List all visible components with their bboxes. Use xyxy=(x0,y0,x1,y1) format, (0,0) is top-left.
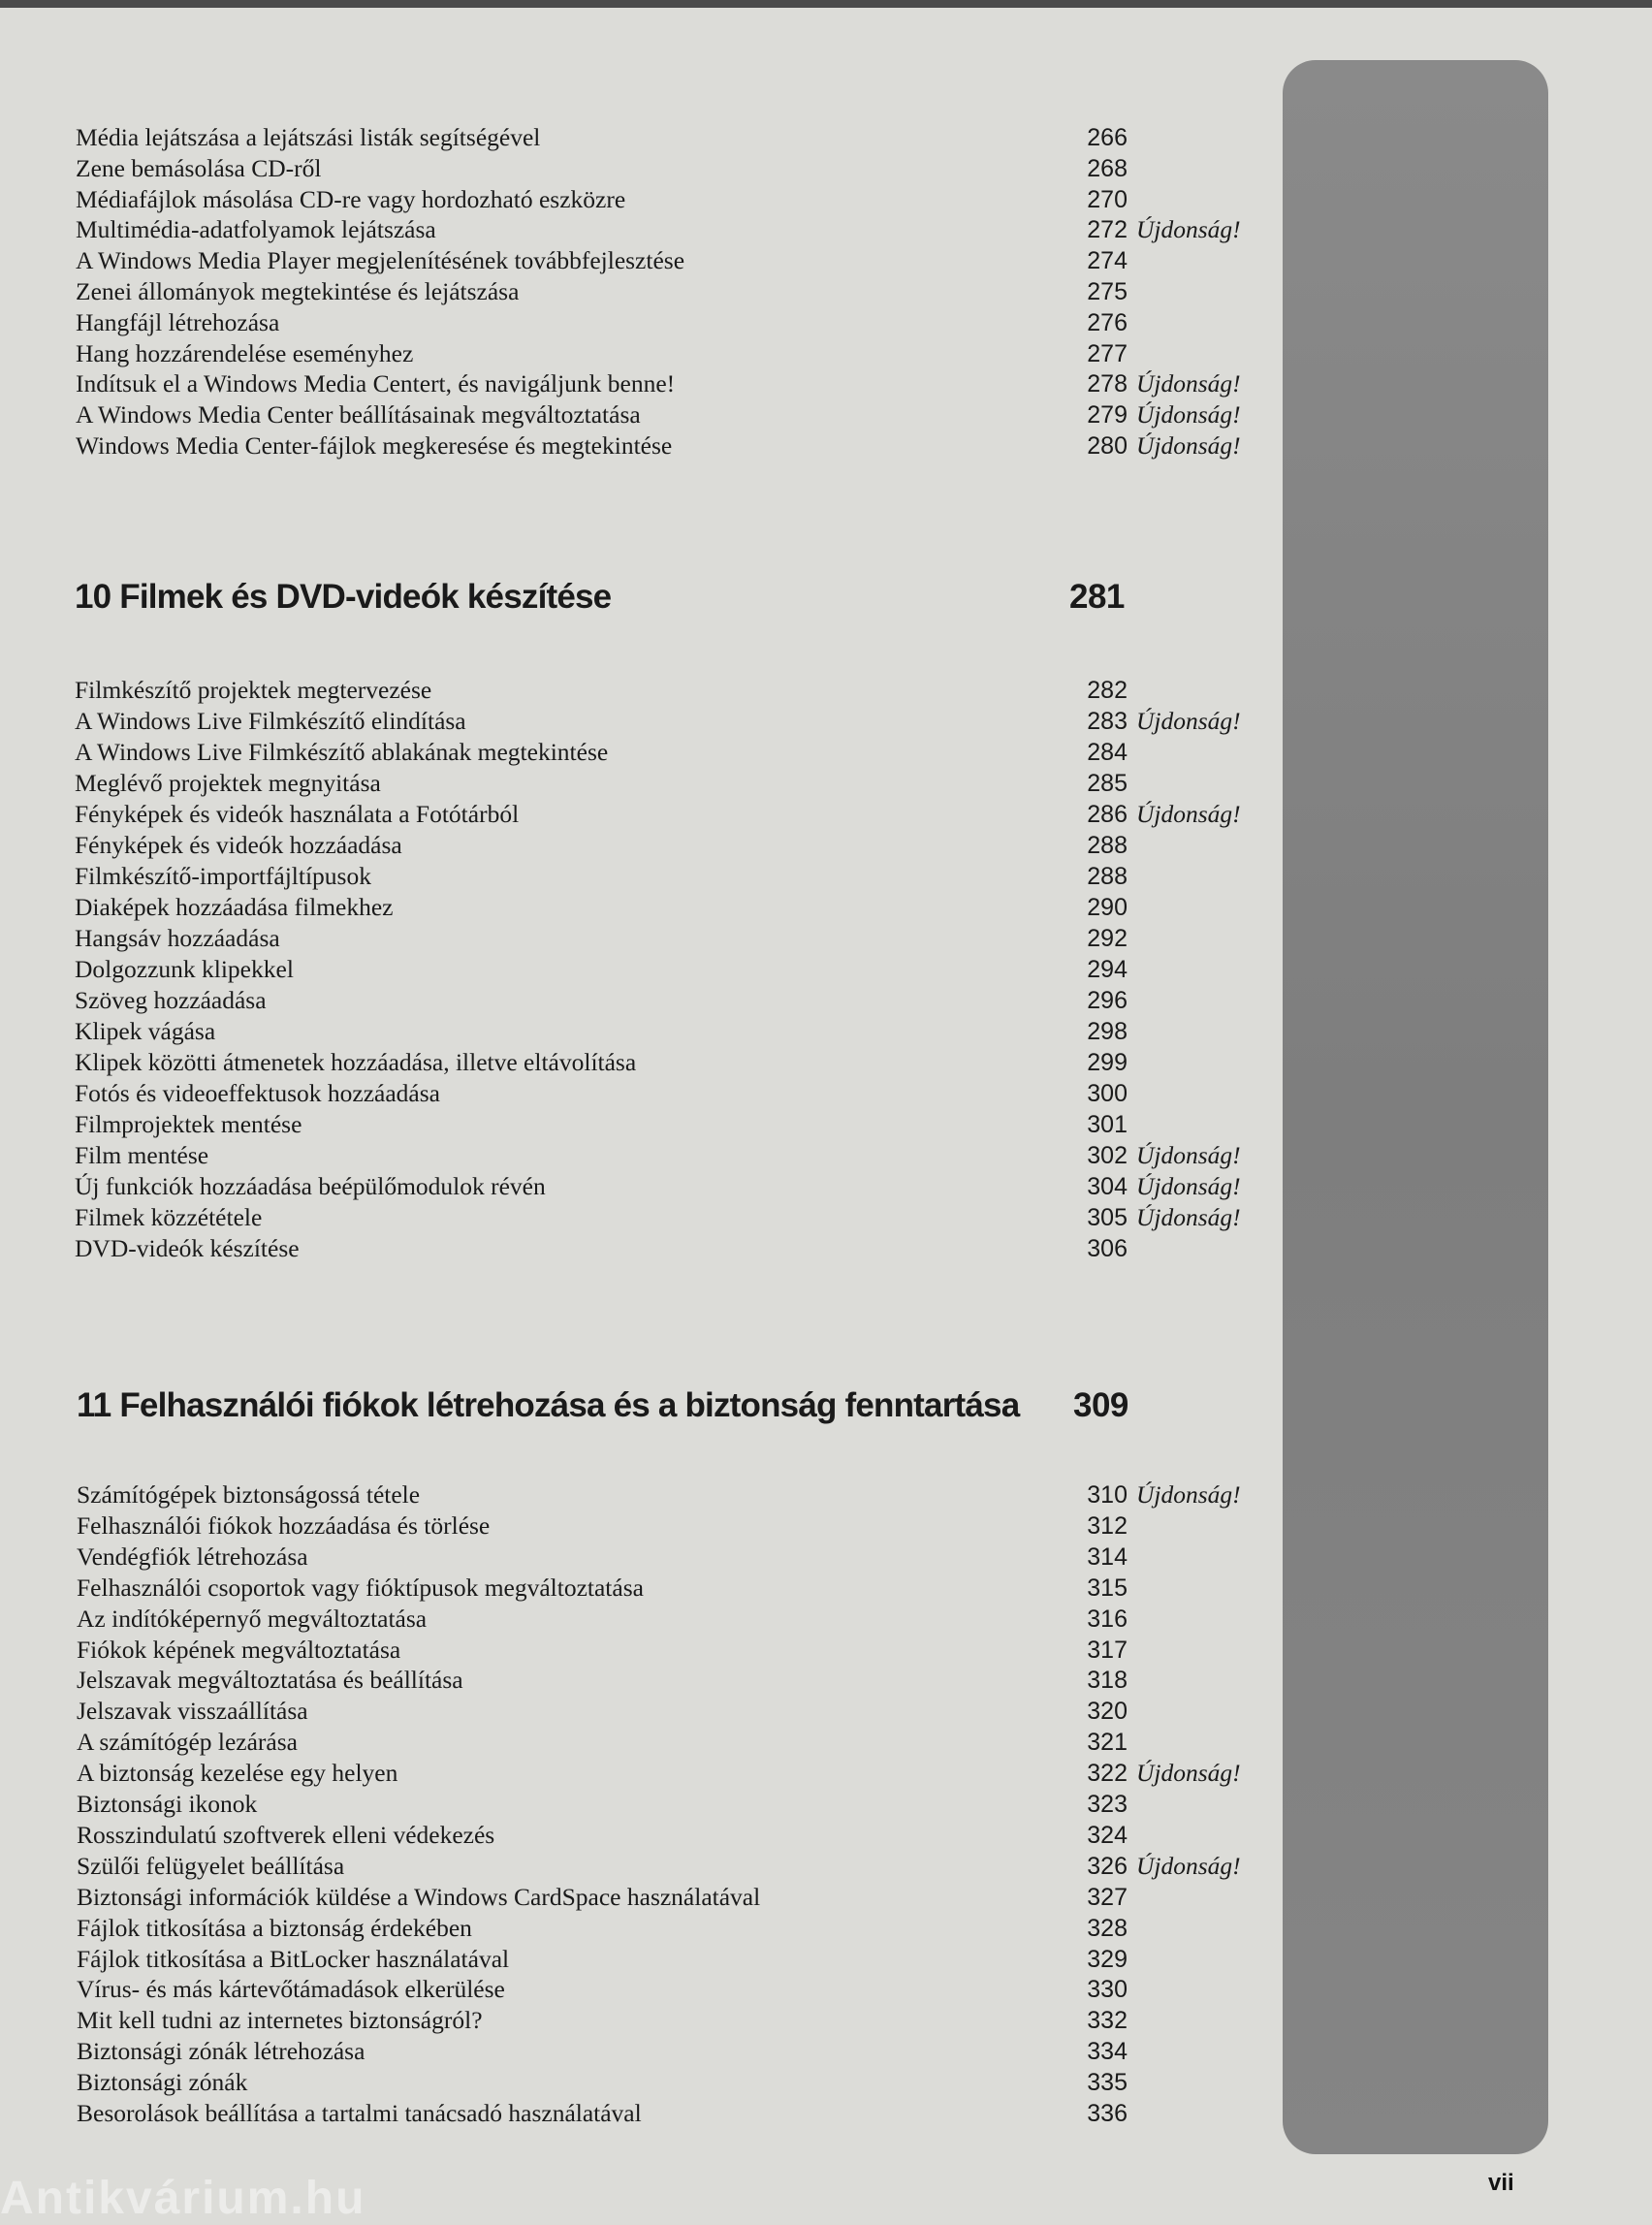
chapter-title: 11 Felhasználói fiókok létrehozása és a biztonság fenntartása xyxy=(77,1386,1020,1424)
toc-entry-title: Klipek vágása xyxy=(75,1017,216,1045)
toc-entry-title: Biztonsági információk küldése a Windows CardSpace használatával xyxy=(77,1882,761,1911)
toc-entry xyxy=(75,985,1260,1016)
toc-entry-title: Hang hozzárendelése eseményhez xyxy=(76,338,414,367)
toc-entry-title: DVD-videók készítése xyxy=(75,1234,300,1262)
toc-entry-title: Felhasználói fiókok hozzáadása és törlése xyxy=(77,1510,491,1540)
toc-entry-page: 326 xyxy=(1087,1852,1128,1880)
new-badge: Újdonság! xyxy=(1136,1172,1241,1200)
new-badge: Újdonság! xyxy=(1136,400,1241,429)
toc-entry xyxy=(75,1140,1260,1171)
toc-entry-page: 272 xyxy=(1087,216,1128,244)
page-top-edge xyxy=(0,0,1652,8)
toc-entry-page: 327 xyxy=(1087,1883,1128,1911)
watermark: Antikvárium.hu xyxy=(0,2173,366,2224)
toc-entry-title: Zenei állományok megtekintése és lejátszása xyxy=(76,277,520,305)
toc-entry-page: 315 xyxy=(1087,1573,1128,1602)
toc-entry-page: 278 xyxy=(1087,370,1128,398)
toc-entry-title: Filmek közzététele xyxy=(75,1203,263,1231)
toc-entry-title: Vendégfiók létrehozása xyxy=(77,1542,308,1571)
toc-entry xyxy=(77,1510,1260,1542)
toc-entry-title: Biztonsági ikonok xyxy=(77,1790,258,1818)
toc-entry-page: 288 xyxy=(1087,832,1128,859)
toc-entry-title: Film mentése xyxy=(75,1141,209,1169)
toc-entry-page: 268 xyxy=(1087,154,1128,182)
new-badge: Újdonság! xyxy=(1136,1480,1241,1509)
toc-entry xyxy=(77,1635,1260,1666)
toc-entry-page: 317 xyxy=(1087,1636,1128,1664)
toc-entry-page: 329 xyxy=(1087,1945,1128,1973)
toc-entry-page: 296 xyxy=(1087,987,1128,1014)
toc-entry-title: A Windows Live Filmkészítő ablakának megtekintése xyxy=(75,738,609,766)
toc-entry-page: 286 xyxy=(1087,801,1128,828)
toc-entry xyxy=(76,245,1260,276)
toc-entry-page: 318 xyxy=(1087,1667,1128,1695)
toc-entry-page: 330 xyxy=(1087,1976,1128,2004)
toc-entry-title: Fájlok titkosítása a BitLocker használatával xyxy=(77,1944,510,1973)
toc-entry xyxy=(75,1047,1260,1078)
new-badge: Újdonság! xyxy=(1136,1141,1241,1169)
toc-entry-title: Dolgozzunk klipekkel xyxy=(75,955,294,983)
toc-entry-title: Filmkészítő projektek megtervezése xyxy=(75,676,432,704)
toc-entry xyxy=(75,1016,1260,1047)
toc-entry xyxy=(75,675,1260,706)
toc-entry-title: Fájlok titkosítása a biztonság érdekében xyxy=(77,1913,472,1942)
toc-entry-title: Fényképek és videók használata a Fotótárból xyxy=(75,800,520,828)
toc-entry-page: 277 xyxy=(1087,339,1128,367)
toc-entry xyxy=(75,1202,1260,1233)
toc-entry-title: A Windows Media Center beállításainak megváltoztatása xyxy=(76,400,641,429)
toc-entry-title: Diaképek hozzáadása filmekhez xyxy=(75,893,394,921)
toc-entry xyxy=(77,1789,1260,1820)
toc-entry-title: Médiafájlok másolása CD-re vagy hordozható eszközre xyxy=(76,184,626,213)
toc-entry xyxy=(77,1758,1260,1789)
toc-entry-page: 312 xyxy=(1087,1511,1128,1540)
toc-entry-title: Besorolások beállítása a tartalmi tanácsadó használatával xyxy=(77,2099,642,2127)
page-number: vii xyxy=(1488,2170,1514,2196)
toc-entry-page: 302 xyxy=(1087,1142,1128,1169)
toc-entry xyxy=(76,153,1260,184)
toc-entry-title: Felhasználói csoportok vagy fióktípusok megváltoztatása xyxy=(77,1573,644,1602)
toc-entry-title: Jelszavak visszaállítása xyxy=(77,1697,308,1726)
toc-entry xyxy=(77,1913,1260,1944)
toc-entry xyxy=(76,307,1260,338)
toc-entry-page: 285 xyxy=(1087,770,1128,797)
toc-entry xyxy=(77,1820,1260,1851)
toc-entry-page: 282 xyxy=(1087,677,1128,704)
toc-entry-page: 320 xyxy=(1087,1698,1128,1726)
toc-entry xyxy=(75,954,1260,985)
toc-entry xyxy=(75,1171,1260,1202)
toc-entry-title: Multimédia-adatfolyamok lejátszása xyxy=(76,215,436,244)
toc-entry-title: Filmkészítő-importfájltípusok xyxy=(75,862,371,890)
new-badge: Újdonság! xyxy=(1136,707,1241,735)
new-badge: Újdonság! xyxy=(1136,1759,1241,1788)
toc-entry-title: Fiókok képének megváltoztatása xyxy=(77,1635,401,1664)
toc-entry xyxy=(77,1604,1260,1635)
toc-entry-page: 299 xyxy=(1087,1049,1128,1076)
toc-entry xyxy=(76,276,1260,307)
toc-entry xyxy=(77,1696,1260,1727)
toc-entry xyxy=(77,1665,1260,1696)
toc-entry-page: 266 xyxy=(1087,124,1128,151)
toc-entry-page: 274 xyxy=(1087,247,1128,275)
new-badge: Újdonság! xyxy=(1136,800,1241,828)
toc-entry-page: 279 xyxy=(1087,401,1128,429)
toc-entry-title: Jelszavak megváltoztatása és beállítása xyxy=(77,1666,463,1695)
toc-entry-page: 284 xyxy=(1087,739,1128,766)
toc-entry-title: Fényképek és videók hozzáadása xyxy=(75,831,402,859)
toc-entry xyxy=(75,1109,1260,1140)
toc-entry xyxy=(77,1974,1260,2005)
toc-entry-page: 292 xyxy=(1087,925,1128,952)
toc-entry xyxy=(76,338,1260,369)
toc-entry xyxy=(75,892,1260,923)
toc-entry xyxy=(75,1078,1260,1109)
toc-entry-title: Vírus- és más kártevőtámadások elkerülése xyxy=(77,1975,505,2004)
toc-entry-page: 280 xyxy=(1087,432,1128,460)
chapter-page-number: 309 xyxy=(1073,1386,1128,1424)
toc-entry xyxy=(75,706,1260,737)
toc-entry-title: Meglévő projektek megnyitása xyxy=(75,769,381,797)
toc-entry-page: 298 xyxy=(1087,1018,1128,1045)
toc-entry-title: A Windows Media Player megjelenítésének továbbfejlesztése xyxy=(76,246,685,275)
toc-entry-page: 301 xyxy=(1087,1111,1128,1138)
toc-entry xyxy=(77,1573,1260,1604)
toc-entry xyxy=(75,923,1260,954)
toc-entry-title: Zene bemásolása CD-ről xyxy=(76,153,322,182)
toc-entry-page: 290 xyxy=(1087,894,1128,921)
toc-entry xyxy=(77,1479,1260,1510)
toc-entry xyxy=(76,184,1260,215)
toc-entry-page: 316 xyxy=(1087,1605,1128,1633)
toc-entry xyxy=(76,399,1260,430)
toc-entry xyxy=(77,2067,1260,2098)
toc-entry-title: A számítógép lezárása xyxy=(77,1728,298,1757)
new-badge: Újdonság! xyxy=(1136,431,1241,460)
toc-entry xyxy=(75,799,1260,830)
toc-entry-title: Filmprojektek mentése xyxy=(75,1110,302,1138)
chapter-page-number: 281 xyxy=(1069,578,1125,616)
toc-entry-page: 276 xyxy=(1087,308,1128,336)
toc-entry-page: 321 xyxy=(1087,1729,1128,1757)
toc-entry xyxy=(77,1851,1260,1882)
toc-entry xyxy=(76,368,1260,399)
toc-entry-page: 300 xyxy=(1087,1080,1128,1107)
toc-entry-page: 335 xyxy=(1087,2069,1128,2097)
toc-entry xyxy=(76,214,1260,245)
toc-entry-title: Hangsáv hozzáadása xyxy=(75,924,280,952)
toc-entry xyxy=(77,2098,1260,2129)
toc-entry-title: Az indítóképernyő megváltoztatása xyxy=(77,1604,428,1633)
toc-entry xyxy=(77,1882,1260,1913)
toc-entry-page: 288 xyxy=(1087,863,1128,890)
toc-entry-page: 270 xyxy=(1087,185,1128,213)
toc-entry xyxy=(77,1727,1260,1758)
toc-entry-title: Média lejátszása a lejátszási listák segítségével xyxy=(76,123,541,151)
chapter-title: 10 Filmek és DVD-videók készítése xyxy=(75,578,612,616)
toc-entry-title: Számítógépek biztonságossá tétele xyxy=(77,1480,421,1509)
toc-entry-page: 314 xyxy=(1087,1542,1128,1571)
toc-entry xyxy=(77,1944,1260,1975)
toc-entry-title: Indítsuk el a Windows Media Centert, és navigáljunk benne! xyxy=(76,369,676,398)
toc-entry-page: 306 xyxy=(1087,1235,1128,1262)
toc-entry-page: 324 xyxy=(1087,1821,1128,1849)
toc-entry-page: 294 xyxy=(1087,956,1128,983)
toc-entry-page: 323 xyxy=(1087,1791,1128,1818)
new-badge: Újdonság! xyxy=(1136,1851,1241,1880)
toc-entry-page: 336 xyxy=(1087,2100,1128,2127)
toc-entry-page: 304 xyxy=(1087,1173,1128,1200)
toc-entry-title: Biztonsági zónák létrehozása xyxy=(77,2037,365,2066)
toc-entry xyxy=(75,1233,1260,1264)
toc-entry-title: Hangfájl létrehozása xyxy=(76,307,280,336)
toc-entry xyxy=(75,768,1260,799)
toc-entry-title: Mit kell tudni az internetes biztonságról? xyxy=(77,2006,483,2035)
toc-entry xyxy=(76,122,1260,153)
toc-entry xyxy=(75,737,1260,768)
toc-entry-page: 328 xyxy=(1087,1914,1128,1942)
toc-entry-page: 275 xyxy=(1087,278,1128,305)
new-badge: Újdonság! xyxy=(1136,215,1241,244)
chapter-side-tab xyxy=(1283,60,1548,2154)
toc-entry-title: Biztonsági zónák xyxy=(77,2068,248,2097)
toc-entry-title: Szöveg hozzáadása xyxy=(75,986,267,1014)
toc-entry-title: Rosszindulatú szoftverek elleni védekezés xyxy=(77,1820,495,1849)
toc-entry-page: 322 xyxy=(1087,1760,1128,1788)
toc-entry xyxy=(77,1542,1260,1573)
toc-entry-page: 334 xyxy=(1087,2038,1128,2066)
toc-entry-page: 310 xyxy=(1087,1481,1128,1509)
toc-entry-title: Új funkciók hozzáadása beépülőmodulok révén xyxy=(75,1172,546,1200)
toc-entry xyxy=(77,2005,1260,2036)
new-badge: Újdonság! xyxy=(1136,369,1241,398)
toc-entry-title: Windows Media Center-fájlok megkeresése és megtekintése xyxy=(76,431,673,460)
new-badge: Újdonság! xyxy=(1136,1203,1241,1231)
toc-entry xyxy=(75,830,1260,861)
toc-entry-page: 332 xyxy=(1087,2007,1128,2035)
toc-entry xyxy=(76,430,1260,461)
toc-entry-title: Fotós és videoeffektusok hozzáadása xyxy=(75,1079,440,1107)
toc-entry-title: A biztonság kezelése egy helyen xyxy=(77,1759,398,1788)
toc-entry xyxy=(75,861,1260,892)
toc-entry-title: Klipek közötti átmenetek hozzáadása, illetve eltávolítása xyxy=(75,1048,637,1076)
toc-entry-title: Szülői felügyelet beállítása xyxy=(77,1851,345,1880)
toc-entry-page: 283 xyxy=(1087,708,1128,735)
toc-entry xyxy=(77,2036,1260,2067)
toc-entry-page: 305 xyxy=(1087,1204,1128,1231)
toc-entry-title: A Windows Live Filmkészítő elindítása xyxy=(75,707,466,735)
